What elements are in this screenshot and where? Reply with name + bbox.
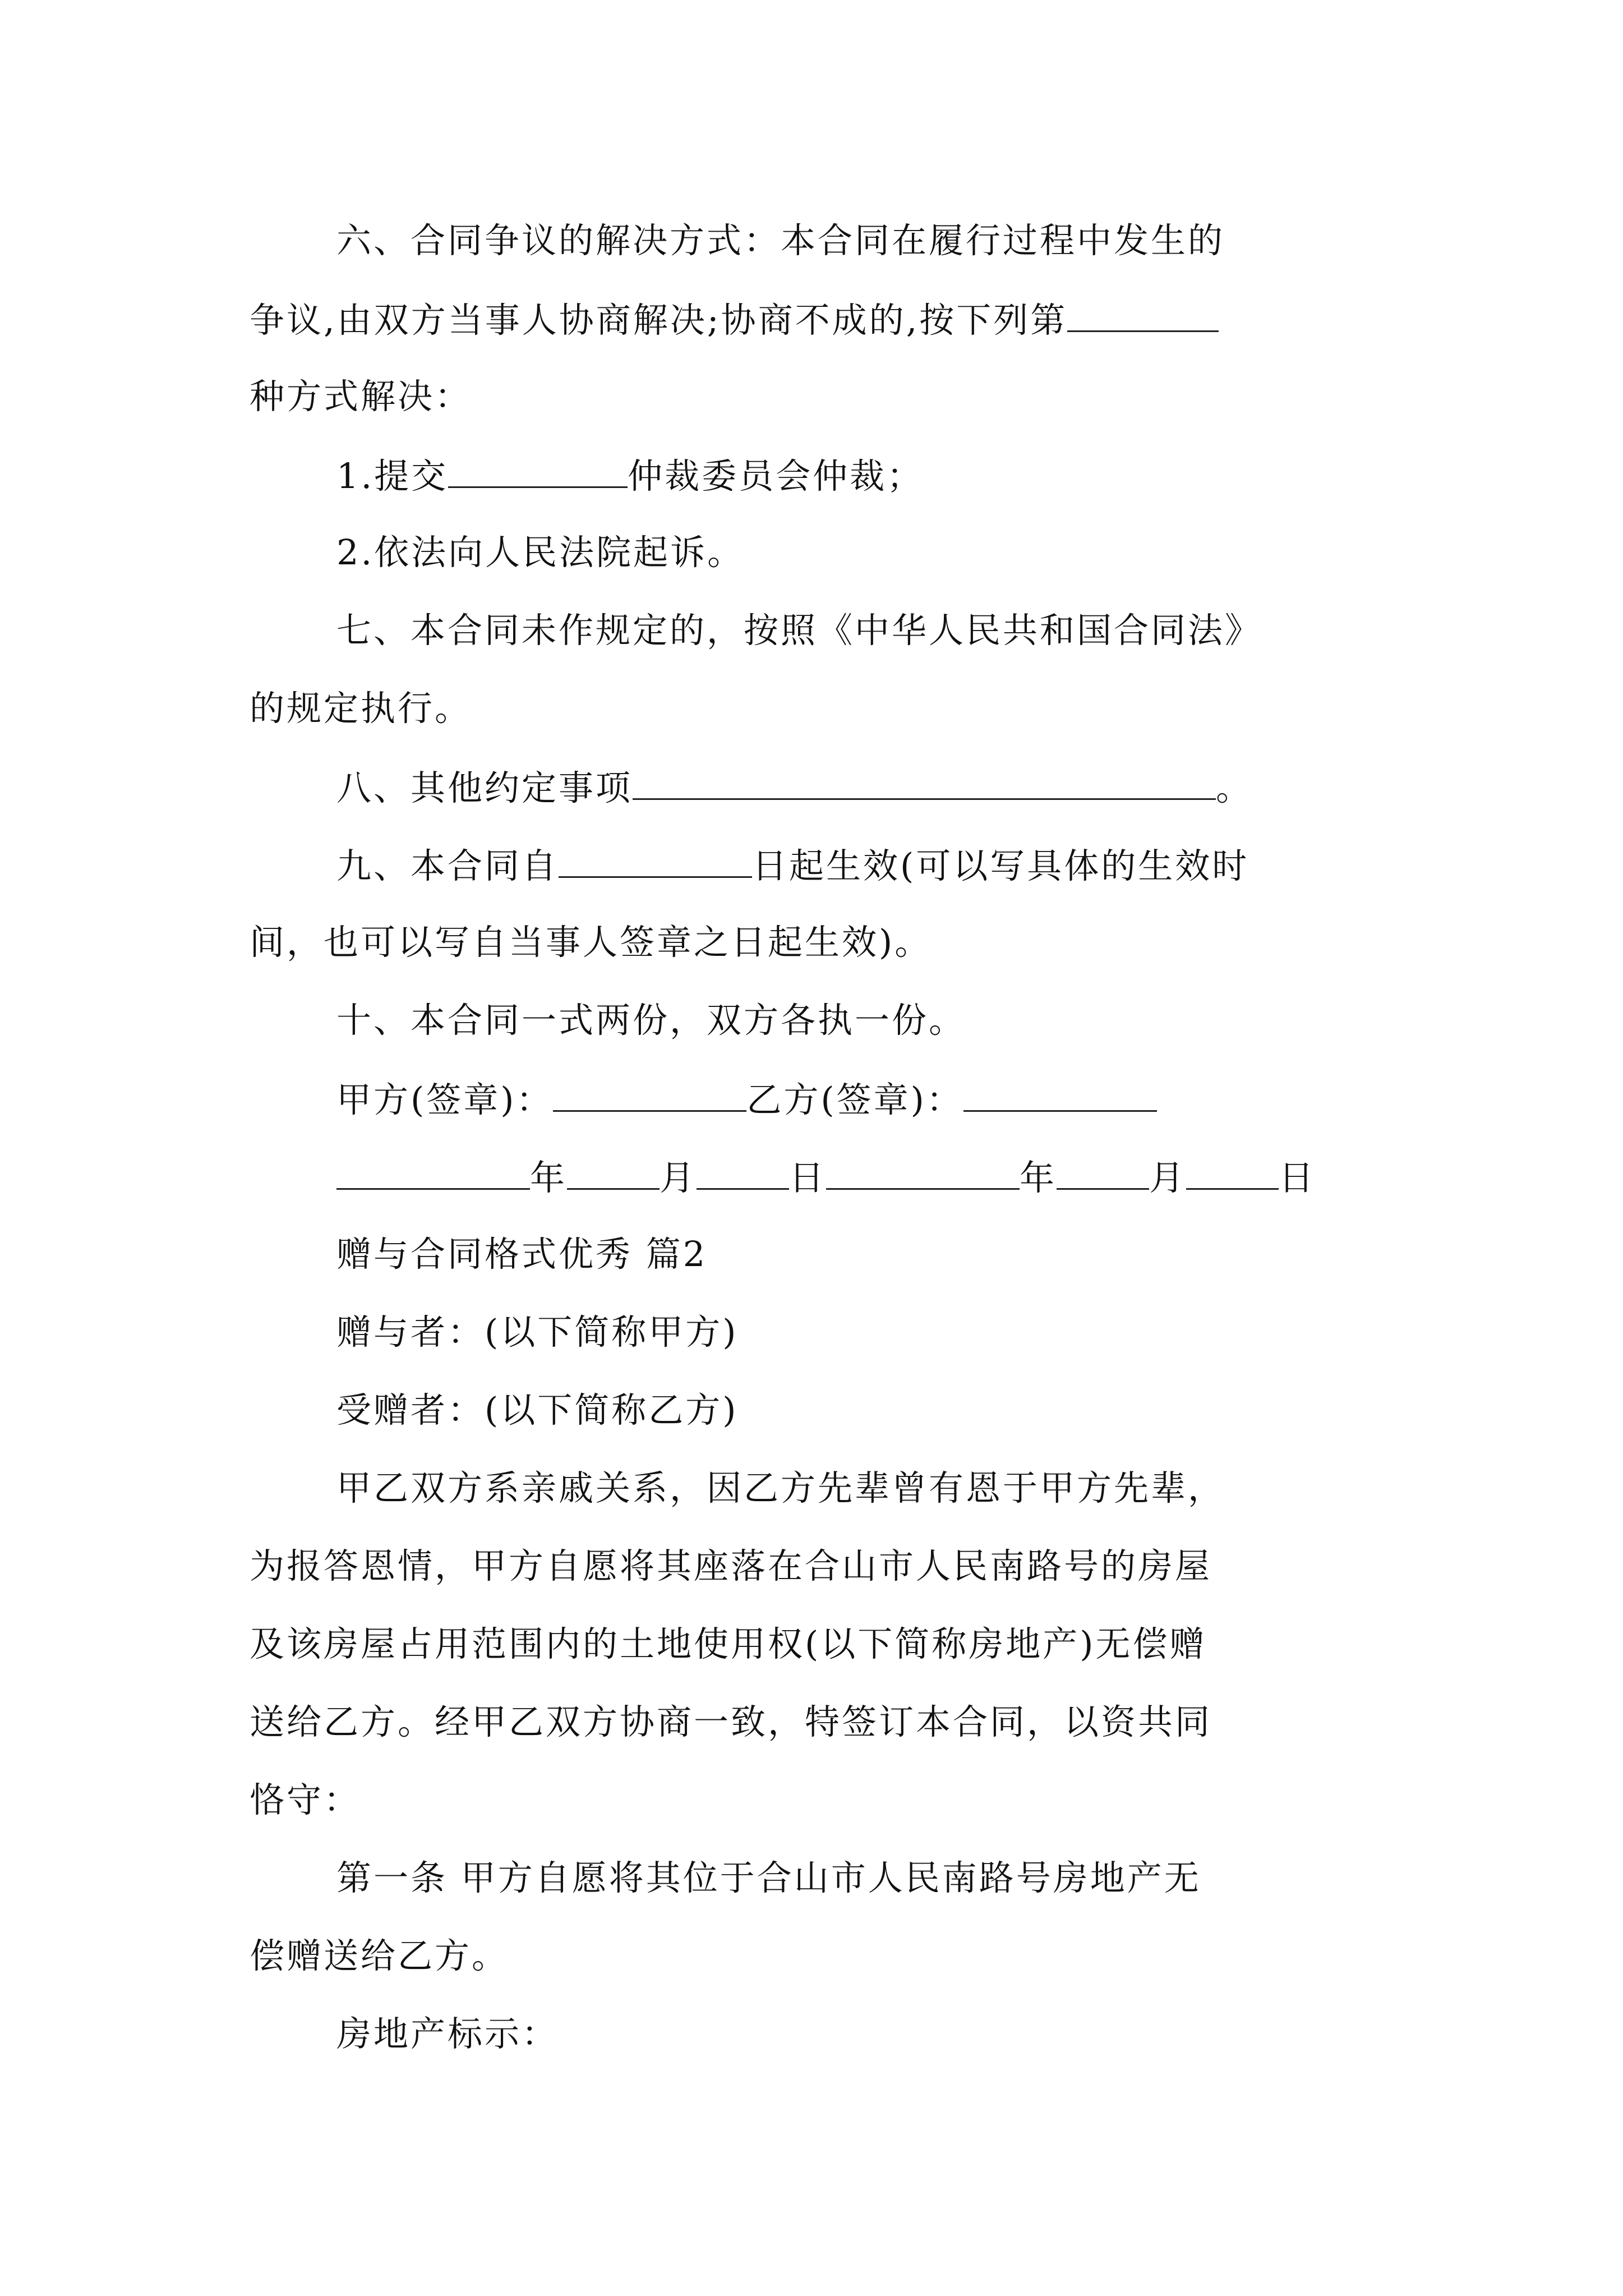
fill-blank	[1057, 1159, 1149, 1190]
paragraph-nine-line-2: 间，也可以写自当事人签章之日起生效)。	[250, 922, 932, 963]
section-heading: 赠与合同格式优秀 篇2	[336, 1234, 708, 1274]
intro-line-3: 及该房屋占用范围内的土地使用权(以下简称房地产)无偿赠	[250, 1623, 1207, 1664]
paragraph-eight: 八、其他约定事项 。	[336, 767, 1253, 808]
intro-line-5: 恪守：	[250, 1779, 361, 1820]
fill-blank	[1067, 301, 1219, 332]
fill-blank	[963, 1081, 1157, 1112]
paragraph-six-line-3: 种方式解决：	[250, 376, 472, 417]
paragraph-seven-line-1: 七、本合同未作规定的，按照《中华人民共和国合同法》	[336, 610, 1262, 651]
fill-blank	[567, 1159, 660, 1190]
fill-blank	[559, 847, 752, 878]
article-one-line-2: 偿赠送给乙方。	[250, 1935, 509, 1976]
article-one-line-1: 第一条 甲方自愿将其位于合山市人民南路号房地产无	[336, 1857, 1201, 1898]
property-label: 房地产标示：	[336, 2013, 559, 2054]
paragraph-ten: 十、本合同一式两份，双方各执一份。	[336, 1000, 966, 1041]
fill-blank	[633, 769, 1216, 800]
donor-line: 赠与者：(以下简称甲方)	[336, 1312, 739, 1352]
fill-blank	[448, 457, 628, 488]
lawsuit-item: 2.依法向人民法院起诉。	[336, 532, 745, 573]
donee-line: 受赠者：(以下简称乙方)	[336, 1389, 739, 1430]
date-line: 年 月 日 年 月 日	[336, 1159, 1316, 1195]
fill-blank	[553, 1081, 746, 1112]
paragraph-six-line-1: 六、合同争议的解决方式：本合同在履行过程中发生的	[336, 220, 1225, 261]
intro-line-4: 送给乙方。经甲乙双方协商一致，特签订本合同，以资共同	[250, 1701, 1212, 1742]
paragraph-six-line-2: 争议,由双方当事人协商解决;协商不成的,按下列第	[250, 301, 1219, 338]
fill-blank	[1186, 1159, 1279, 1190]
paragraph-nine-line-1: 九、本合同自 日起生效(可以写具体的生效时	[336, 845, 1249, 886]
intro-line-2: 为报答恩情，甲方自愿将其座落在合山市人民南路号的房屋	[250, 1545, 1212, 1586]
signature-line: 甲方(签章)： 乙方(签章)：	[336, 1081, 1157, 1117]
paragraph-seven-line-2: 的规定执行。	[250, 688, 472, 729]
arbitration-item: 1.提交 仲裁委员会仲裁；	[336, 455, 924, 496]
fill-blank	[697, 1159, 789, 1190]
intro-line-1: 甲乙双方系亲戚关系，因乙方先辈曾有恩于甲方先辈，	[336, 1467, 1225, 1508]
fill-blank	[336, 1159, 530, 1190]
fill-blank	[826, 1159, 1020, 1190]
